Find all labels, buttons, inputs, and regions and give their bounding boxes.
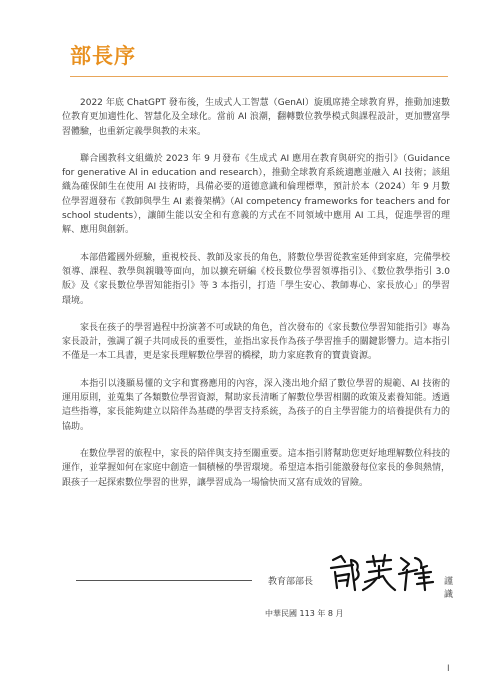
paragraph-1: 2022 年底 ChatGPT 發布後，生成式人工智慧（GenAI）旋風席捲全球教育界，推動加速數位教育更加適性化、智慧化及全球化。當前 AI 浪潮，翻轉數位教學模式與課程設計，更加豐富學習體驗，也重新定義學與教的未來。 [62,98,450,137]
signature-line [76,580,252,581]
paragraph-3: 本部借鑑國外經驗，重視校長、教師及家長的角色，將數位學習從教室延伸到家庭，完備學校領導、課程、教學與親職等面向，加以擴充研編《校長數位學習領導指引》、《數位教學指引 3.0 版》及《家長數位學習知能指引》等 3 本指引，打造「學生安心、教師專心、家長放心」的學習環境。 [62,252,450,306]
signature-role: 教育部部長 [268,577,314,587]
paragraph-5: 本指引以淺顯易懂的文字和實務應用的內容，深入淺出地介紹了數位學習的規範、AI 技術的運用原則，並蒐集了各類數位學習資源，幫助家長清晰了解數位學習相關的政策及素養知能。透過這些指導，家長能夠建立以陪伴為基礎的學習支持系統，為孩子的自主學習能力的培養提供有力的協助。 [62,378,450,432]
paragraph-4: 家長在孩子的學習過程中扮演著不可或缺的角色，首次發布的《家長數位學習知能指引》專為家長設計，強調了親子共同成長的重要性，並指出家長作為孩子學習推手的關鍵影響力。這本指引不僅是一本工具書，更是家長理解數位學習的橋樑，助力家庭教育的寶貴資源。 [62,322,450,362]
title-divider [70,76,448,77]
handwritten-signature [327,550,437,596]
page-number: I [447,664,450,674]
page-title: 部長序 [70,44,136,68]
signature-block [62,548,454,600]
date-line: 中華民國 113 年 8 月 [265,609,344,618]
paragraph-6: 在數位學習的旅程中，家長的陪伴與支持至關重要。這本指引將幫助您更好地理解數位科技的運作，並掌握如何在家庭中創造一個積極的學習環境。希望這本指引能激發每位家長的參與熱情，跟孩子一起探索數位學習的世界，讓學習成為一場愉快而又富有成效的冒險。 [62,448,450,488]
signature-closing: 謹識 [444,577,454,600]
preface-body [62,96,450,503]
paragraph-2: 聯合國教科文組織於 2023 年 9 月發布《生成式 AI 應用在教育與研究的指引》（Guidance for generative AI in education and research），推動全球教育系統適應並融入 AI 技術；該組織為確保師生在使用 AI 技術時，具備必要的道德意識和倫理標準，預計於本（2024）年 9 月數位學習週發布《教師與學生 AI 素養架構》（AI competency frameworks for teachers and for school students），讓師生能以安全和有意義的方式在不同領域中應用 AI 工具，促進學習的理解、應用與創新。 [62,153,450,236]
